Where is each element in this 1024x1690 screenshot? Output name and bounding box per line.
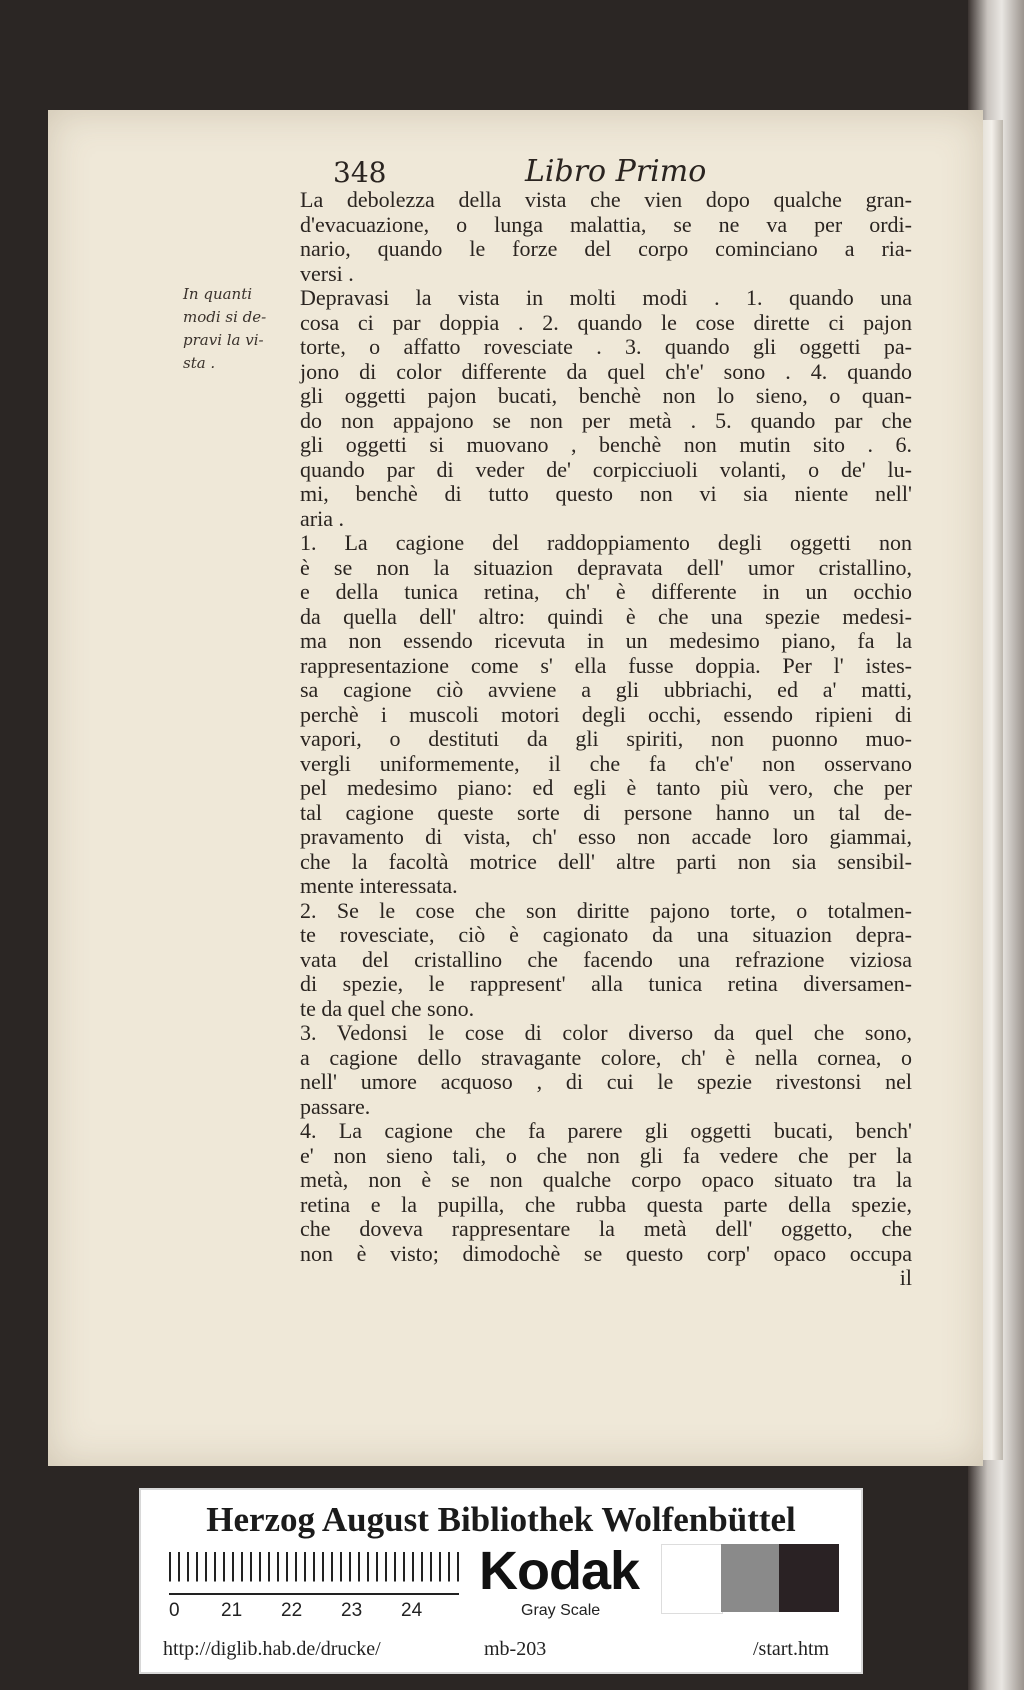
text-line: nario, quando le forze del corpo cominciano a ria- — [300, 236, 912, 261]
text-line: cosa ci par doppia . 2. quando le cose dirette ci pajon — [300, 309, 912, 335]
gray-swatch-mid — [721, 1544, 779, 1612]
margin-note-line: In quanti — [183, 285, 253, 303]
shelfmark: mb-203 — [484, 1638, 547, 1660]
gray-swatch-white — [661, 1544, 723, 1614]
ruler-labels — [169, 1600, 489, 1622]
text-line: 3. Vedonsi le cose di color diverso da quel che sono, — [300, 1020, 912, 1045]
text-line: e della tunica retina, ch' è differente in un occhio — [300, 579, 912, 604]
text-line: a cagione dello stravagante colore, ch' è nella cornea, o — [300, 1044, 912, 1070]
text-line: sa cagione ciò avviene a gli ubbriachi, ed a' matti, — [300, 677, 912, 702]
text-line: nell' umore acquoso , di cui le spezie rivestonsi nel — [300, 1069, 912, 1094]
text-line: e' non sieno tali, o che non gli fa vedere che per la — [300, 1142, 912, 1168]
scan-target-card — [139, 1488, 863, 1674]
text-line: te rovesciate, ciò è cagionato da una situazion depra- — [300, 922, 912, 947]
text-line: pravamento di vista, ch' esso non accade loro giammai, — [300, 824, 912, 849]
text-line: gli oggetti pajon bucati, benchè non lo sieno, o quan- — [300, 383, 912, 408]
text-line: perchè i muscoli motori degli occhi, essendo ripieni di — [300, 701, 912, 727]
text-line: vata del cristallino che facendo una refrazione viziosa — [300, 946, 912, 972]
ruler-label: 0 — [169, 1600, 180, 1621]
text-line: metà, non è se non qualche corpo opaco situato tra la — [300, 1167, 912, 1192]
page-number: 348 — [333, 156, 387, 189]
text-line: 2. Se le cose che son diritte pajono torte, o totalmen- — [300, 897, 912, 923]
catchword: il — [899, 1265, 912, 1290]
text-line: mi, benchè di tutto questo non vi sia niente nell' — [300, 481, 912, 506]
text-line: do non appajono se non per metà . 5. quando par che — [300, 407, 912, 433]
ruler-label: 22 — [281, 1600, 303, 1621]
text-line: 1. La cagione del raddoppiamento degli oggetti non — [300, 530, 912, 555]
text-line: da quella dell' altro: quindi è che una spezie medesi- — [300, 603, 912, 629]
ruler-scale — [169, 1552, 459, 1594]
text-line: che la facoltà motrice dell' altre parti non sia sensibil- — [300, 848, 912, 874]
text-line: rappresentazione come s' ella fusse doppia. Per l' istes- — [300, 652, 912, 678]
text-line: jono di color differente da quel ch'e' sono . 4. quando — [300, 358, 912, 384]
gray-swatch-dark — [779, 1544, 839, 1612]
text-line: passare. — [300, 1093, 371, 1119]
ruler-label: 24 — [401, 1600, 423, 1621]
margin-note-line: pravi la vi- — [183, 331, 264, 349]
text-line: quando par di veder de' corpicciuoli volanti, o de' lu- — [300, 456, 912, 482]
text-line: non è visto; dimodochè se questo corp' opaco occupa — [300, 1240, 912, 1266]
text-line: è se non la situazion depravata dell' umor cristallino, — [300, 554, 912, 580]
text-line: gli oggetti si muovano , benchè non mutin sito . 6. — [300, 432, 912, 457]
ruler-label: 23 — [341, 1600, 363, 1621]
text-line: di spezie, le rappresent' alla tunica retina diversamen- — [300, 971, 912, 996]
text-line: che doveva rappresentare la metà dell' oggetto, che — [300, 1216, 912, 1241]
ruler-label: 21 — [221, 1600, 243, 1621]
text-line: aria . — [300, 505, 344, 531]
text-line: retina e la pupilla, che rubba questa parte della spezie, — [300, 1191, 912, 1217]
text-line: torte, o affatto rovesciate . 3. quando gli oggetti pa- — [300, 334, 912, 359]
margin-note-line: sta . — [183, 354, 216, 372]
text-line: pel medesimo piano: ed egli è tanto più vero, che per — [300, 775, 912, 800]
gray-scale-label: Gray Scale — [521, 1602, 601, 1619]
text-line: ma non essendo ricevuta in un medesimo piano, fa la — [300, 628, 912, 653]
text-line: 4. La cagione che fa parere gli oggetti bucati, bench' — [300, 1118, 912, 1143]
library-name: Herzog August Bibliothek Wolfenbüttel — [206, 1500, 796, 1539]
text-line: Depravasi la vista in molti modi . 1. quando una — [300, 285, 912, 310]
margin-note-line: modi si de- — [183, 308, 267, 326]
text-line: vapori, o destituti da gli spiriti, non puonno muo- — [300, 726, 912, 751]
text-line: tal cagione queste sorte di persone hanno un tal de- — [300, 799, 912, 825]
body-text — [300, 188, 912, 1291]
margin-note — [183, 283, 283, 375]
text-line: mente interessata. — [300, 873, 458, 898]
ruler-baseline — [169, 1593, 459, 1595]
text-line: te da quel che sono. — [300, 995, 475, 1021]
running-title: Libro Primo — [525, 154, 707, 189]
text-line: versi . — [300, 260, 354, 286]
text-line: La debolezza della vista che vien dopo qualche gran- — [300, 187, 912, 212]
text-line: vergli uniformemente, il che fa ch'e' non osservano — [300, 750, 912, 776]
page-header — [333, 150, 933, 190]
text-line: d'evacuazione, o lunga malattia, se ne va per ordi- — [300, 211, 912, 237]
url-prefix: http://diglib.hab.de/drucke/ — [163, 1638, 381, 1660]
url-suffix: /start.htm — [753, 1638, 830, 1660]
kodak-logo: Kodak — [479, 1541, 640, 1601]
